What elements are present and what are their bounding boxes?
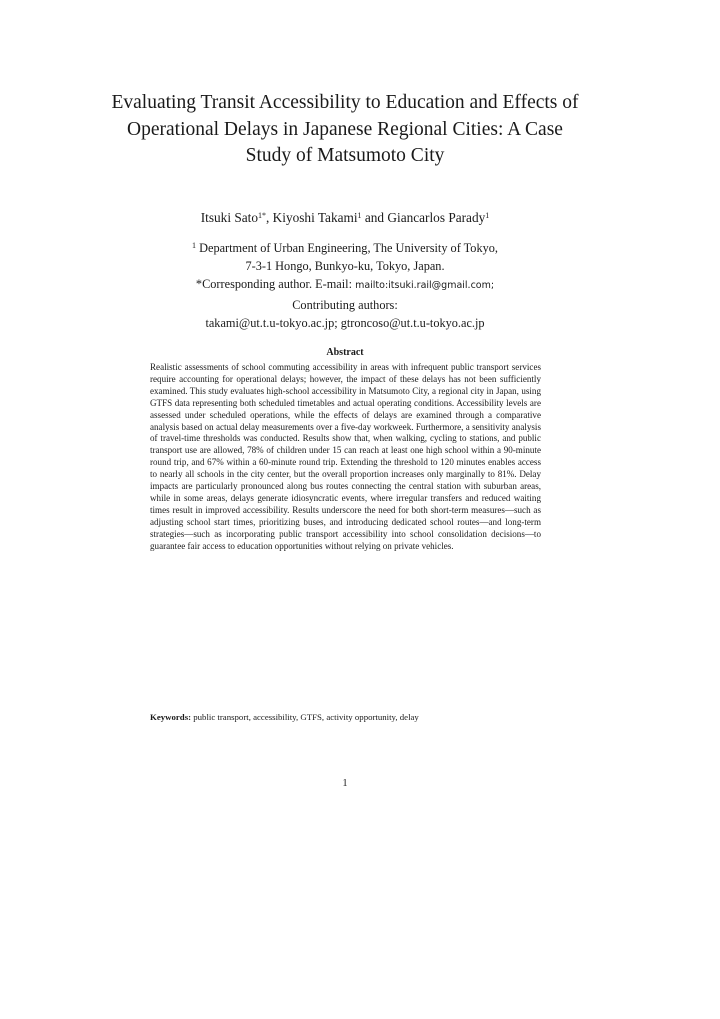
author-name: Itsuki Sato [200,210,258,225]
author-separator: , [266,210,273,225]
author-name: Kiyoshi Takami [272,210,358,225]
author-affiliation-mark: 1* [258,211,266,220]
affiliation-line [105,237,585,257]
corresponding-email-link[interactable]: mailto:itsuki.rail@gmail.com; [355,280,495,292]
affiliation-mark: 1 [192,241,197,250]
paper-title: Evaluating Transit Accessibility to Education and Effects of Operational Delays in Japanese Regional Cities: A Case Study of Matsumoto City [111,92,579,166]
abstract-heading: Abstract [326,347,364,358]
abstract-body: Realistic assessments of school commuting accessibility in areas with infrequent public transport services require accounting for operational delays; however, the impact of these delays has not been sufficiently examined. This study evaluates high-school accessibility in Matsumoto City, a regional city in Japan, using GTFS data representing both scheduled timetables and actual operating conditions. Accessibility levels are assessed under scheduled operations, while the effects of delays are examined through a comparative analysis based on actual delay measurements over a five-day workweek. Furthermore, a sensitivity analysis of travel-time thresholds was conducted. Results show that, when walking, cycling to stations, and public transport use are allowed, 78% of children under 15 can reach at least one high school within a 90-minute round trip, and 67% within a 60-minute round trip. Extending the threshold to 120 minutes enables access to nearly all schools in the city center, but the overall proportion increases only marginally to 81%. Delay impacts are particularly pronounced along bus routes connecting the central station with suburban areas, while in some areas, delays generate idiosyncratic events, where irregular transfers and reduced waiting times result in improved accessibility. Results underscore the need for both short-term measures—such as adjusting school start times, prioritizing buses, and introducing dedicated school routes—and long-term strategies—such as incorporating public transport accessibility into school consolidation decisions—to guarantee fair access to education opportunities without relying on private vehicles. [150,362,541,551]
author-affiliation-mark: 1 [357,211,362,220]
keywords-list: public transport, accessibility, GTFS, activity opportunity, delay [191,712,419,722]
page-number: 1 [342,778,348,789]
corresponding-author-line [105,275,585,295]
author-list [105,207,585,227]
author-affiliation-mark: 1 [485,211,490,220]
keywords-line [150,711,550,723]
affiliation-block [105,237,585,332]
affiliation-address: 7-3-1 Hongo, Bunkyo-ku, Tokyo, Japan. [245,259,445,274]
author-name: Giancarlos Parady [387,210,486,225]
contributing-authors-emails: takami@ut.t.u-tokyo.ac.jp; gtroncoso@ut.t.u-tokyo.ac.jp [205,315,485,330]
keywords-label: Keywords: [150,712,192,722]
corresponding-author-label: *Corresponding author. E-mail: [195,277,356,292]
affiliation-department: Department of Urban Engineering, The University of Tokyo, [196,241,498,255]
contributing-authors-label: Contributing authors: [292,297,398,312]
author-conjunction: and [361,210,388,225]
